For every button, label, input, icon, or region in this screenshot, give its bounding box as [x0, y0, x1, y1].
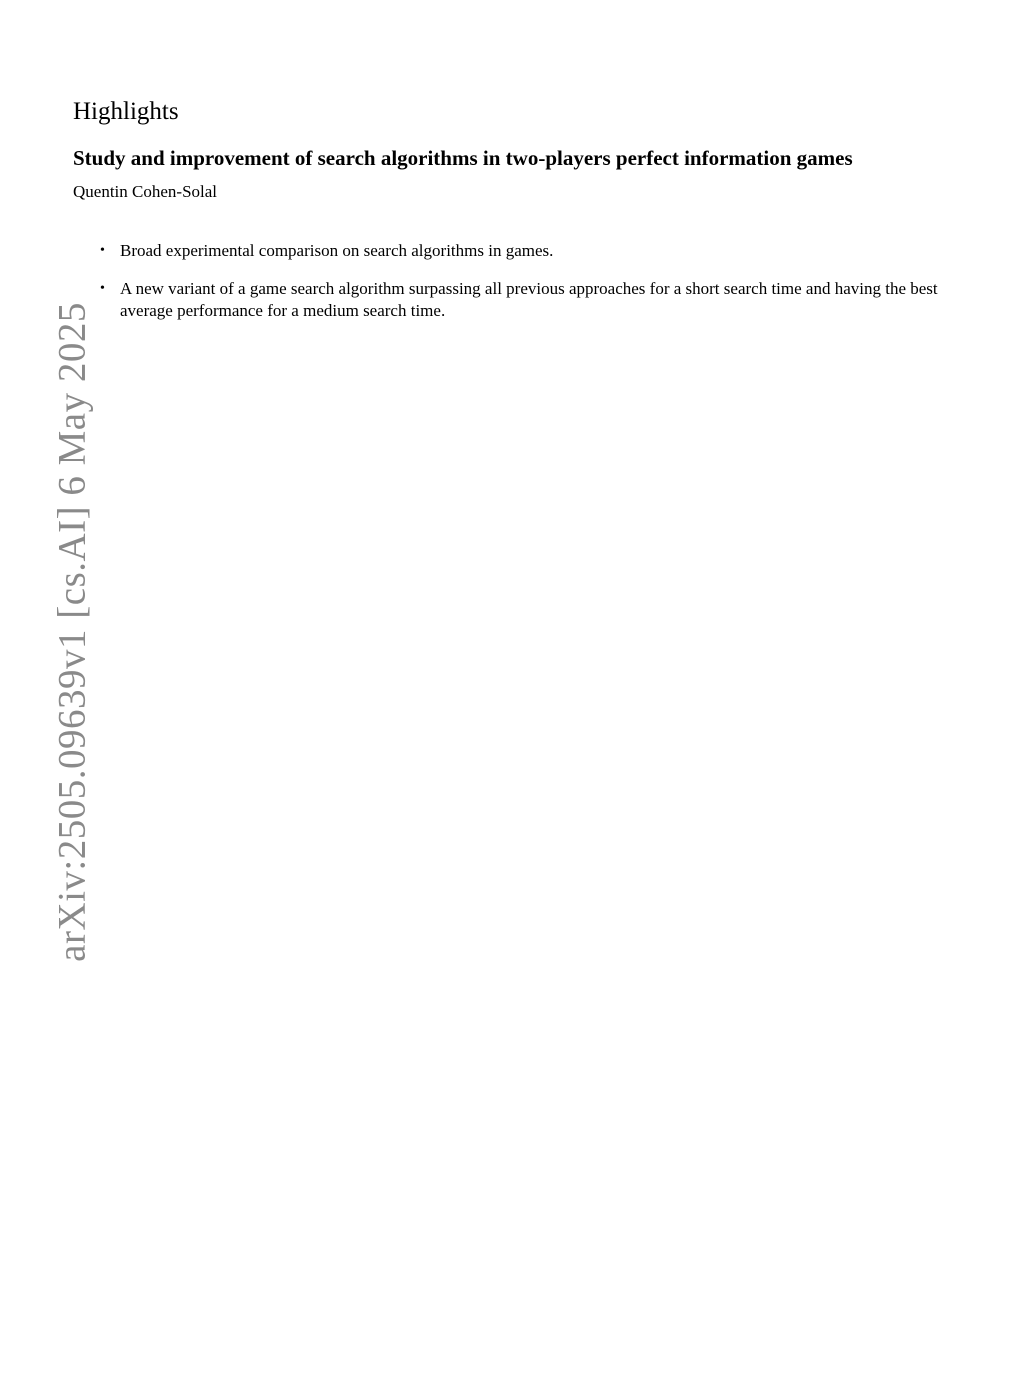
arxiv-stamp: arXiv:2505.09639v1 [cs.AI] 6 May 2025	[50, 302, 94, 962]
bullet-icon: •	[100, 281, 105, 296]
highlight-item	[99, 240, 969, 262]
highlight-text: Broad experimental comparison on search algorithms in games.	[120, 241, 554, 260]
author-name: Quentin Cohen-Solal	[73, 182, 218, 201]
highlight-text: A new variant of a game search algorithm surpassing all previous approaches for a short search time and having the best average performance for a medium search time.	[120, 279, 938, 320]
highlight-item	[99, 278, 969, 322]
highlights-list	[99, 240, 969, 338]
bullet-icon: •	[100, 243, 105, 258]
highlights-heading: Highlights	[73, 98, 179, 125]
paper-title: Study and improvement of search algorithms in two-players perfect information games	[73, 146, 853, 170]
